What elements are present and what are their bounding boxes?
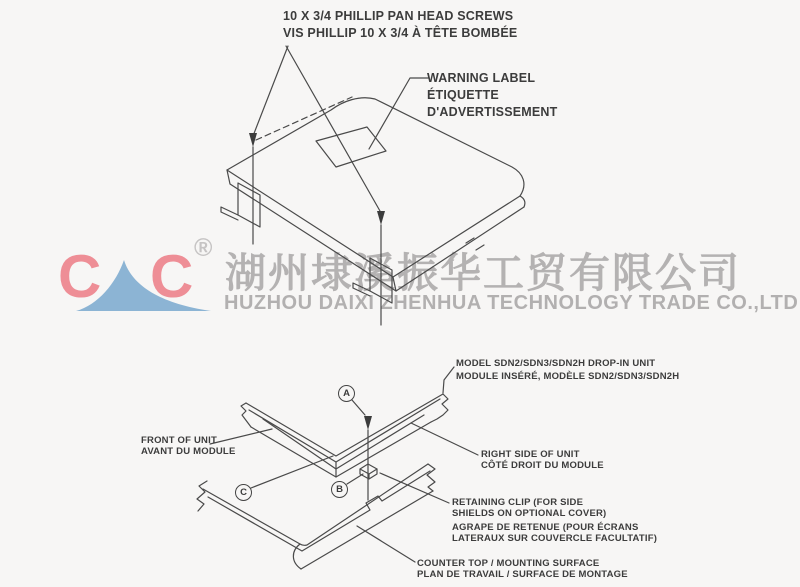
- screws-label-en: 10 X 3/4 PHILLIP PAN HEAD SCREWS: [283, 9, 514, 23]
- front-label-en: FRONT OF UNIT: [141, 435, 217, 446]
- retaining-label-fr1: AGRAPE DE RETENUE (POUR ÉCRANS: [452, 522, 639, 533]
- retaining-clip-label: [452, 498, 657, 544]
- right-side-label: [481, 450, 604, 471]
- retaining-label-en2: SHIELDS ON OPTIONAL COVER): [452, 507, 607, 519]
- model-label-en: MODEL SDN2/SDN3/SDN2H DROP-IN UNIT: [456, 358, 656, 369]
- company-name-chinese: 湖州埭溪振华工贸有限公司: [225, 250, 741, 296]
- counter-top-label: [417, 559, 628, 580]
- retaining-label-en1: RETAINING CLIP (FOR SIDE: [452, 497, 584, 508]
- company-name-english: HUZHOU DAIXI ZHENHUA TECHNOLOGY TRADE CO.,LTD: [224, 292, 799, 314]
- right-side-label-fr: CÔTÉ DROIT DU MODULE: [481, 459, 604, 471]
- callout-c: C: [235, 484, 252, 501]
- front-label-fr: AVANT DU MODULE: [141, 445, 236, 457]
- warning-label-en: WARNING LABEL: [427, 71, 536, 85]
- registered-trademark-mark: ®: [194, 234, 213, 262]
- screws-label-fr: VIS PHILLIP 10 X 3/4 À TÊTE BOMBÉE: [283, 26, 518, 40]
- callout-b: B: [331, 481, 348, 498]
- counter-label-fr: PLAN DE TRAVAIL / SURFACE DE MONTAGE: [417, 568, 628, 580]
- retaining-label-fr2: LATERAUX SUR COUVERCLE FACULTATIF): [452, 532, 658, 544]
- model-label-fr: MODULE INSÉRÉ, MODÈLE SDN2/SDN3/SDN2H: [456, 370, 680, 382]
- right-side-label-en: RIGHT SIDE OF UNIT: [481, 449, 580, 460]
- counter-label-en: COUNTER TOP / MOUNTING SURFACE: [417, 558, 600, 569]
- callout-a: A: [338, 385, 355, 402]
- front-of-unit-label: [141, 436, 235, 457]
- logo-letter-c-left: C: [58, 243, 102, 310]
- logo-letter-c-right: C: [150, 243, 194, 310]
- warning-label: [427, 70, 558, 121]
- warning-label-fr2: D'ADVERTISSEMENT: [427, 105, 558, 119]
- warning-label-fr1: ÉTIQUETTE: [427, 88, 499, 102]
- screws-label: [283, 8, 517, 42]
- model-label: [456, 358, 679, 383]
